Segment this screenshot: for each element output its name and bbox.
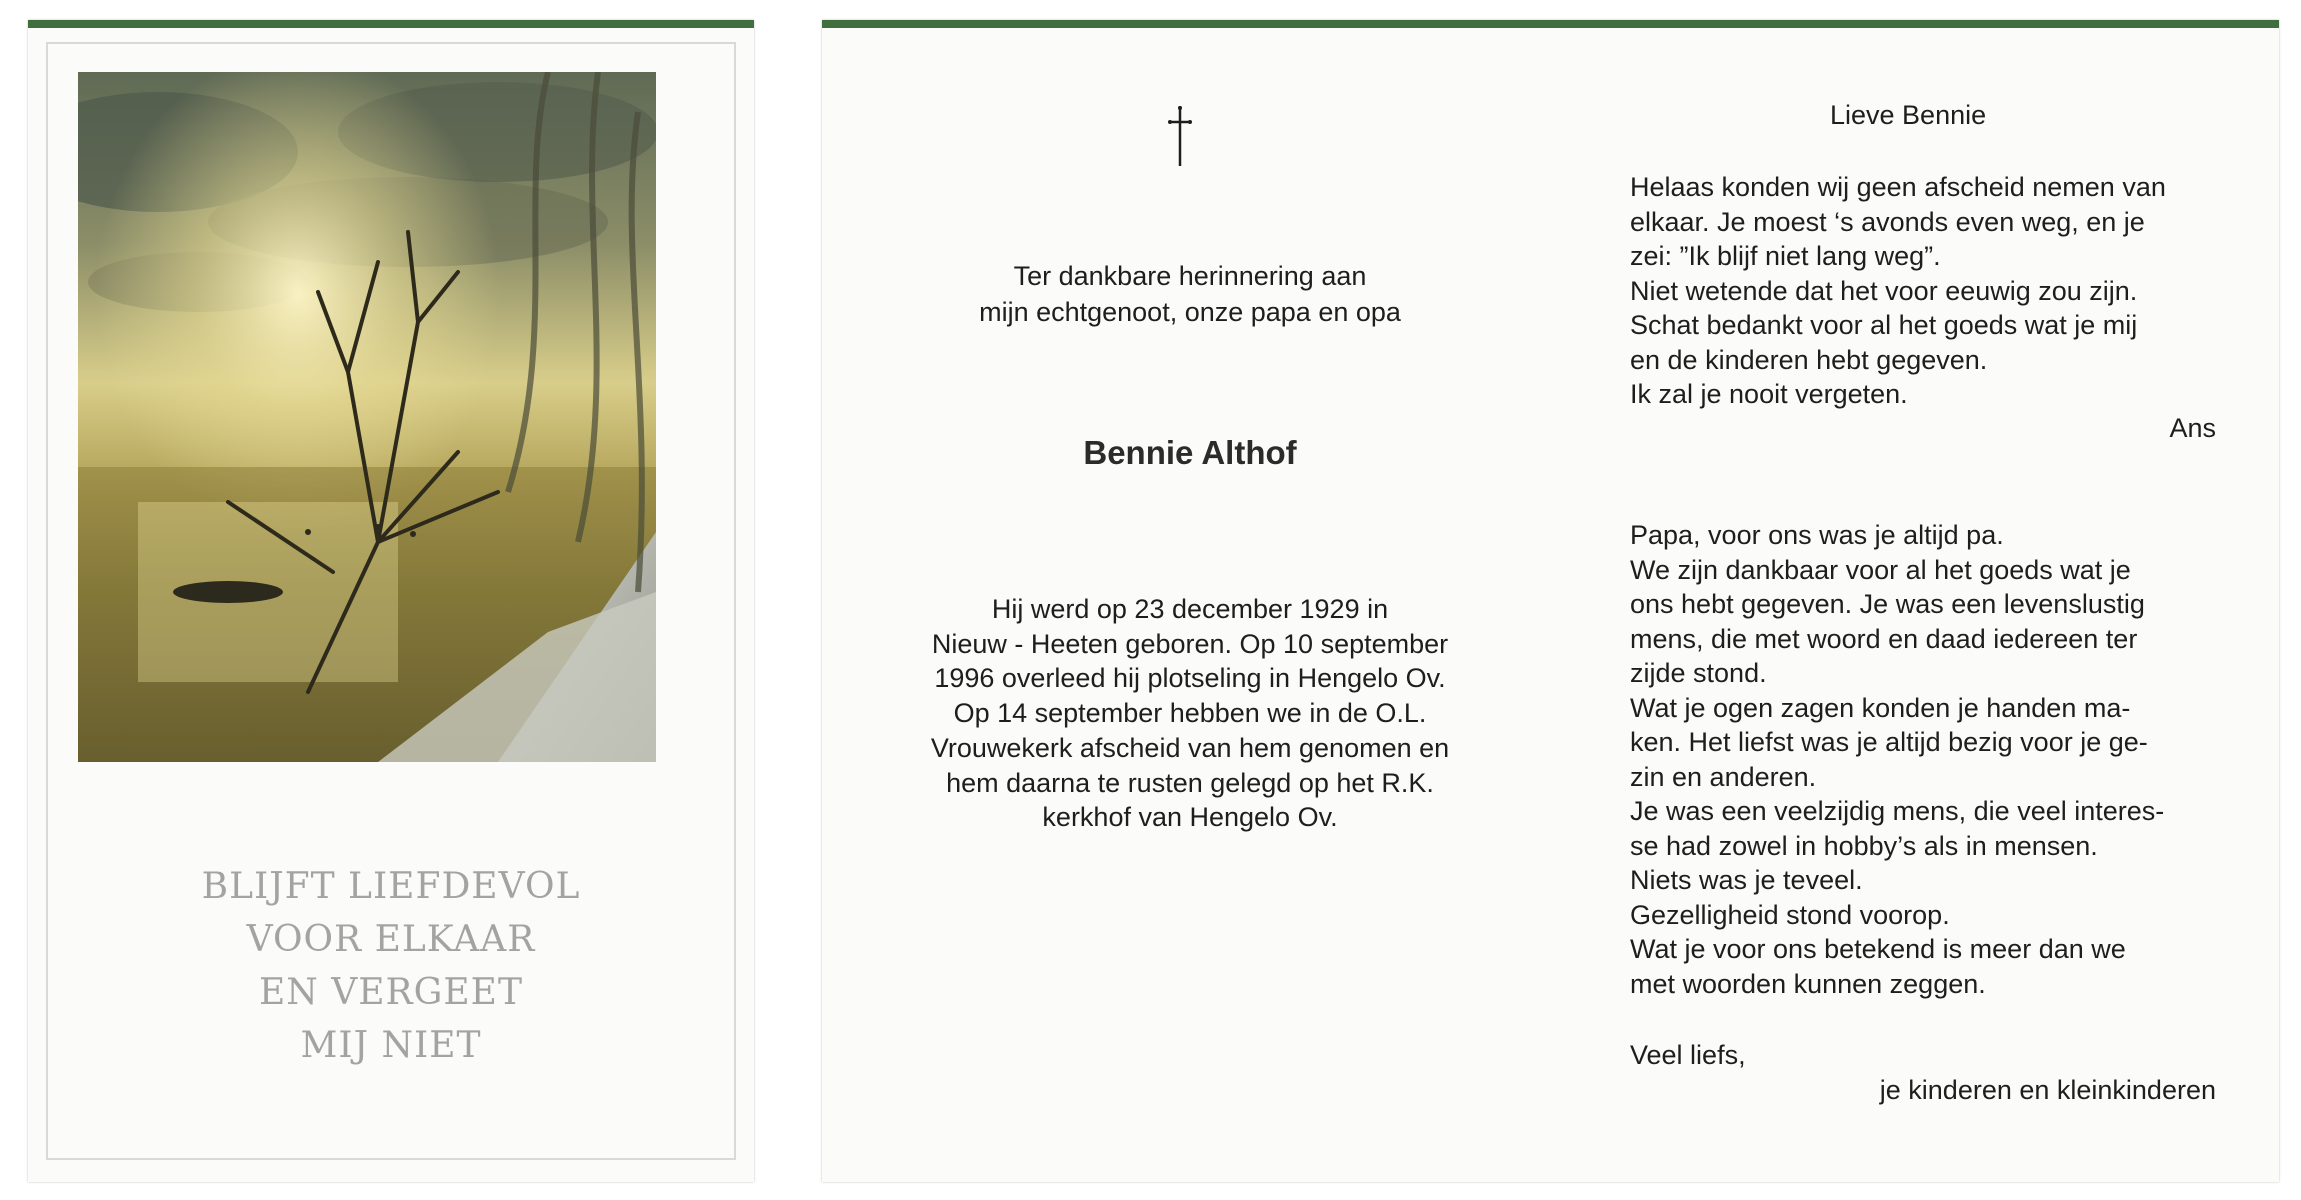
children-message [1630, 518, 2216, 1001]
message-line: se had zowel in hobby’s als in mensen. [1630, 830, 2098, 861]
message-line: Gezelligheid stond voorop. [1630, 899, 1950, 930]
sunset-lake-photo [78, 72, 656, 762]
intro-text [920, 258, 1460, 330]
biography [890, 592, 1490, 835]
bio-line: Nieuw - Heeten geboren. Op 10 september [931, 628, 1449, 659]
message-line: zei: ”Ik blijf niet lang weg”. [1630, 241, 1941, 271]
message-line: Wat je voor ons betekend is meer dan we [1630, 934, 2126, 964]
message-line: zin en anderen. [1630, 761, 1817, 792]
bio-line: kerkhof van Hengelo Ov. [1042, 802, 1338, 833]
motto-line: BLIJFT LIEFDEVOL [201, 866, 581, 907]
deceased-name: Bennie Althof [1083, 434, 1297, 471]
closing-text: Veel liefs, [1630, 1040, 1746, 1070]
message-line: mens, die met woord en daad iedereen ter [1630, 623, 2138, 654]
message-line: Niets was je teveel. [1630, 865, 1863, 895]
children-signature: je kinderen en kleinkinderen [1879, 1075, 2216, 1105]
message-line: Wat je ogen zagen konden je handen ma- [1630, 692, 2131, 723]
card-edge [822, 20, 2279, 28]
message-line: We zijn dankbaar voor al het goeds wat je [1630, 554, 2131, 585]
motto-line: EN VERGEET [259, 972, 523, 1013]
salutation: Lieve Bennie [1830, 100, 1987, 130]
motto-line: VOOR ELKAAR [246, 919, 536, 960]
intro-line: Ter dankbare herinnering aan [1013, 261, 1367, 291]
bio-line: 1996 overleed hij plotseling in Hengelo Ov. [934, 663, 1446, 694]
message-line: zijde stond. [1630, 658, 1767, 688]
bio-line: Hij werd op 23 december 1929 in [991, 594, 1389, 624]
cross-icon [1162, 104, 1198, 168]
message-line: Helaas konden wij geen afscheid nemen van [1630, 172, 2166, 202]
message-line: en de kinderen hebt gegeven. [1630, 344, 1988, 375]
message-line: Je was een veelzijdig mens, die veel interes- [1630, 796, 2165, 826]
bio-line: hem daarna te rusten gelegd op het R.K. [946, 767, 1434, 798]
card-edge [28, 20, 754, 28]
message-line: elkaar. Je moest ‘s avonds even weg, en je [1630, 206, 2145, 237]
bio-line: Vrouwekerk afscheid van hem genomen en [930, 732, 1450, 763]
intro-line: mijn echtgenoot, onze papa en opa [979, 297, 1401, 327]
motto [28, 860, 754, 1072]
wife-signature: Ans [2169, 413, 2216, 443]
bio-line: Op 14 september hebben we in de O.L. [953, 698, 1427, 729]
message-line: met woorden kunnen zeggen. [1630, 968, 1986, 999]
wife-message [1630, 170, 2216, 412]
message-line: Ik zal je nooit vergeten. [1630, 379, 1908, 409]
message-line: ons hebt gegeven. Je was een levenslustig [1630, 589, 2145, 619]
message-line: Papa, voor ons was je altijd pa. [1630, 520, 2004, 550]
message-line: Niet wetende dat het voor eeuwig zou zijn. [1630, 275, 2138, 306]
message-line: Schat bedankt voor al het goeds wat je mij [1630, 310, 2138, 340]
motto-line: MIJ NIET [300, 1025, 482, 1066]
message-line: ken. Het liefst was je altijd bezig voor je ge- [1630, 727, 2148, 757]
